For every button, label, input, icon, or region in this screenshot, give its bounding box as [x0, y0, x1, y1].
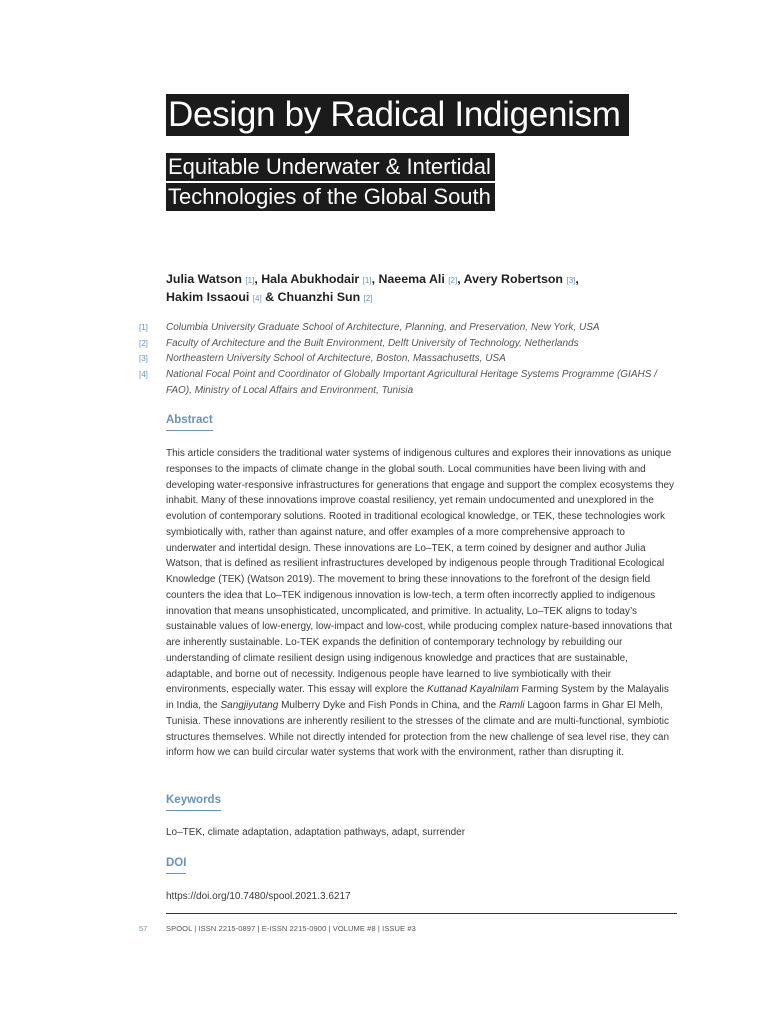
affiliation-number: [2] — [139, 339, 148, 348]
doi-link[interactable]: https://doi.org/10.7480/spool.2021.3.6217 — [166, 891, 351, 902]
abstract-italic-term: Sangjiyutang — [220, 700, 279, 711]
abstract-text-part: Mulberry Dyke and Fish Ponds in China, and the — [278, 700, 499, 711]
article-subtitle-line-1: Equitable Underwater & Intertidal — [166, 153, 495, 181]
author-affiliation-ref[interactable]: [3] — [566, 276, 576, 285]
abstract-body — [166, 446, 676, 761]
abstract-text-part: This article considers the traditional water systems of indigenous cultures and explores their innovations as unique responses to the impacts of climate change in the global south. Local communities have been living with and developing water-responsive infrastructures for generations that engage and support the complex ecosystems they inhabit. Many of these innovations improve coastal resiliency, yet remain undocumented and unexplored in the evolution of contemporary solutions. Rooted in traditional ecological knowledge, or TEK, these technologies work symbiotically with, rather than against nature, and offer examples of a more comprehensive approach to underwater and intertidal design. These innovations are Lo–TEK, a term coined by designer and author Julia Watson, that is defined as resilient infrastructures developed by indigenous people through Traditional Ecological Knowledge (TEK) (Watson 2019). The movement to bring these innovations to the forefront of the design field counters the idea that Lo–TEK indigenous innovation is low-tech, a term often incorrectly applied to indigenous innovation that means unsophisticated, uncomplicated, and primitive. In actuality, Lo–TEK aligns to today’s sustainable values of low-energy, low-impact and low-cost, while producing complex nature-based innovations that are inherently sustainable. Lo-TEK expands the definition of contemporary technology by rebuilding our understanding of climate resilient design using indigenous knowledge and practices that are sustainable, adaptable, and borne out of necessity. Indigenous people have learned to live symbiotically with their environments, especially water. This essay will explore the — [166, 448, 675, 696]
author-name: Chuanzhi Sun — [277, 290, 361, 304]
article-subtitle-line-2: Technologies of the Global South — [166, 183, 495, 211]
journal-footer: SPOOL | ISSN 2215-0897 | E-ISSN 2215-0900 | VOLUME #8 | ISSUE #3 — [166, 924, 416, 933]
abstract-italic-term: Kuttanad Kayalnilam — [427, 684, 519, 696]
author-affiliation-ref[interactable]: [2] — [363, 294, 373, 303]
author-name: Naeema Ali — [378, 272, 445, 286]
affiliation-text: Columbia University Graduate School of Architecture, Planning, and Preservation, New York, USA — [166, 322, 600, 333]
page-number: 57 — [139, 924, 148, 933]
abstract-heading: Abstract — [166, 413, 213, 431]
author-separator: & — [261, 290, 278, 304]
keywords-text: Lo–TEK, climate adaptation, adaptation pathways, adapt, surrender — [166, 827, 466, 838]
author-separator: , — [575, 272, 579, 286]
affiliation-text: National Focal Point and Coordinator of Globally Important Agricultural Heritage Systems Programme (GIAHS / FAO), Ministry of Local Affairs and Environment, Tunisia — [166, 369, 657, 396]
abstract-text-part: Farming System by the Malayalis in India, the — [166, 684, 669, 711]
affiliation-number: [3] — [139, 354, 148, 363]
affiliation-number: [4] — [139, 370, 148, 379]
author-affiliation-ref[interactable]: [1] — [362, 276, 372, 285]
affiliation-text: Faculty of Architecture and the Built Environment, Delft University of Technology, Netherlands — [166, 338, 579, 349]
article-title: Design by Radical Indigenism — [166, 94, 629, 136]
keywords-heading: Keywords — [166, 793, 221, 811]
doi-heading: DOI — [166, 856, 186, 874]
author-separator: , — [254, 272, 262, 286]
affiliation-text: Northeastern University School of Architecture, Boston, Massachusetts, USA — [166, 353, 506, 364]
abstract-italic-term: Ramli — [498, 700, 525, 711]
author-separator: , — [371, 272, 379, 286]
author-name: Julia Watson — [166, 272, 242, 286]
footer-divider — [166, 913, 677, 914]
author-separator: , — [457, 272, 464, 286]
author-name: Avery Robertson — [463, 272, 564, 286]
author-name: Hakim Issaoui — [166, 290, 250, 304]
author-name: Hala Abukhodair — [261, 272, 360, 286]
author-affiliation-ref[interactable]: [2] — [448, 276, 458, 285]
author-affiliation-ref[interactable]: [4] — [252, 294, 262, 303]
affiliation-number: [1] — [139, 323, 148, 332]
author-list — [166, 271, 686, 307]
author-affiliation-ref[interactable]: [1] — [245, 276, 255, 285]
abstract-text-part: Lagoon farms in Ghar El Melh, Tunisia. These innovations are inherently resilient to the stresses of the climate and are multi-functional, symbiotic structures themselves. While not directly intended for protection from the new challenge of sea level rise, they can inform how we can build circular water systems that work with the environment, rather than disrupting it. — [166, 700, 670, 759]
